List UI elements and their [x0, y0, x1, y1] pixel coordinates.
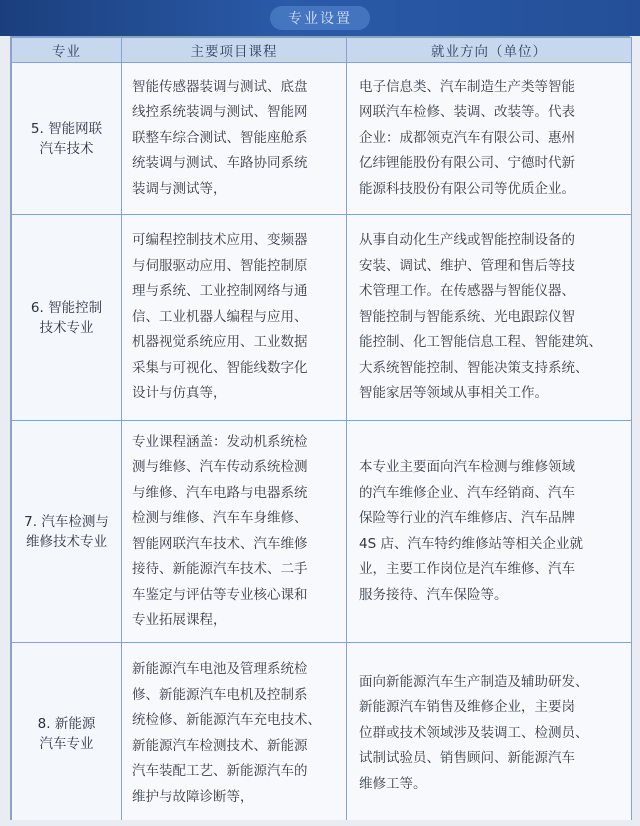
bottom-strip [0, 820, 640, 826]
courses-cell [122, 643, 347, 825]
career-text: 面向新能源汽车生产制造及辅助研发、 新能源汽车销售及维修企业，主要岗 位群或技术领域涉及装调工、检测员、 试制试验员、销售顾问、新能源汽车 维修工等。 [359, 673, 589, 792]
table-header-row [12, 38, 632, 63]
header-career: 就业方向（单位） [347, 38, 632, 63]
career-cell [347, 643, 632, 825]
career-cell [347, 215, 632, 421]
major-name: 8. 新能源 汽车专业 [37, 715, 96, 752]
courses-cell [122, 63, 347, 215]
majors-table [10, 36, 630, 820]
major-name: 5. 智能网联 汽车技术 [30, 120, 103, 157]
major-name: 7. 汽车检测与 维修技术专业 [24, 513, 109, 550]
courses-cell [122, 215, 347, 421]
table-row [12, 63, 632, 215]
major-name: 6. 智能控制 技术专业 [30, 299, 103, 336]
table-row [12, 215, 632, 421]
major-cell [12, 643, 122, 825]
courses-cell [122, 421, 347, 643]
career-text: 本专业主要面向汽车检测与维修领域 的汽车维修企业、汽车经销商、汽车 保险等行业的汽车维修店、汽车品牌 4S 店、汽车特约维修站等相关企业就 业，主要工作岗位是汽车维修、汽车 服务接待、汽车保险等。 [359, 459, 583, 603]
major-cell [12, 421, 122, 643]
major-cell [12, 215, 122, 421]
courses-text: 可编程控制技术应用、变频器 与伺服驱动应用、智能控制原 理与系统、工业控制网络与通 信、工业机器人编程与应用、 机器视觉系统应用、工业数据 采集与可视化、智能线数字化 设计与仿真等， [132, 232, 308, 402]
career-text: 从事自动化生产线或智能控制设备的 安装、调试、维护、管理和售后等技 术管理工作。在传感器与智能仪器、 智能控制与智能系统、光电跟踪仪智 能控制、化工智能信息工程、智能建筑、 大系统智能控制、智能决策支持系统、 智能家居等领域从事相关工作。 [359, 232, 602, 402]
header-major: 专业 [12, 38, 122, 63]
courses-text: 专业课程涵盖：发动机系统检 测与维修、汽车传动系统检测 与维修、汽车电路与电器系统 检测与维修、汽车车身维修、 智能网联汽车技术、汽车维修 接待、新能源汽车技术、二手 车鉴定与评估等专业核心课和 专业拓展课程， [132, 433, 308, 628]
table-row [12, 643, 632, 825]
courses-text: 新能源汽车电池及管理系统检 修、新能源汽车电机及控制系 统检修、新能源汽车充电技术、 新能源汽车检测技术、新能源 汽车装配工艺、新能源汽车的 维护与故障诊断等， [132, 661, 321, 805]
career-cell [347, 421, 632, 643]
courses-text: 智能传感器装调与测试、底盘 线控系统装调与测试、智能网 联整车综合测试、智能座舱系 统装调与测试、车路协同系统 装调与测试等， [132, 78, 308, 197]
header-courses: 主要项目课程 [122, 38, 347, 63]
career-cell [347, 63, 632, 215]
banner-title: 专业设置 [270, 6, 370, 30]
table-row [12, 421, 632, 643]
header-banner [0, 0, 640, 36]
major-cell [12, 63, 122, 215]
career-text: 电子信息类、汽车制造生产类等智能 网联汽车检修、装调、改装等。代表 企业：成都领克汽车有限公司、惠州 亿纬锂能股份有限公司、宁德时代新 能源科技股份有限公司等优质企业。 [359, 78, 575, 197]
